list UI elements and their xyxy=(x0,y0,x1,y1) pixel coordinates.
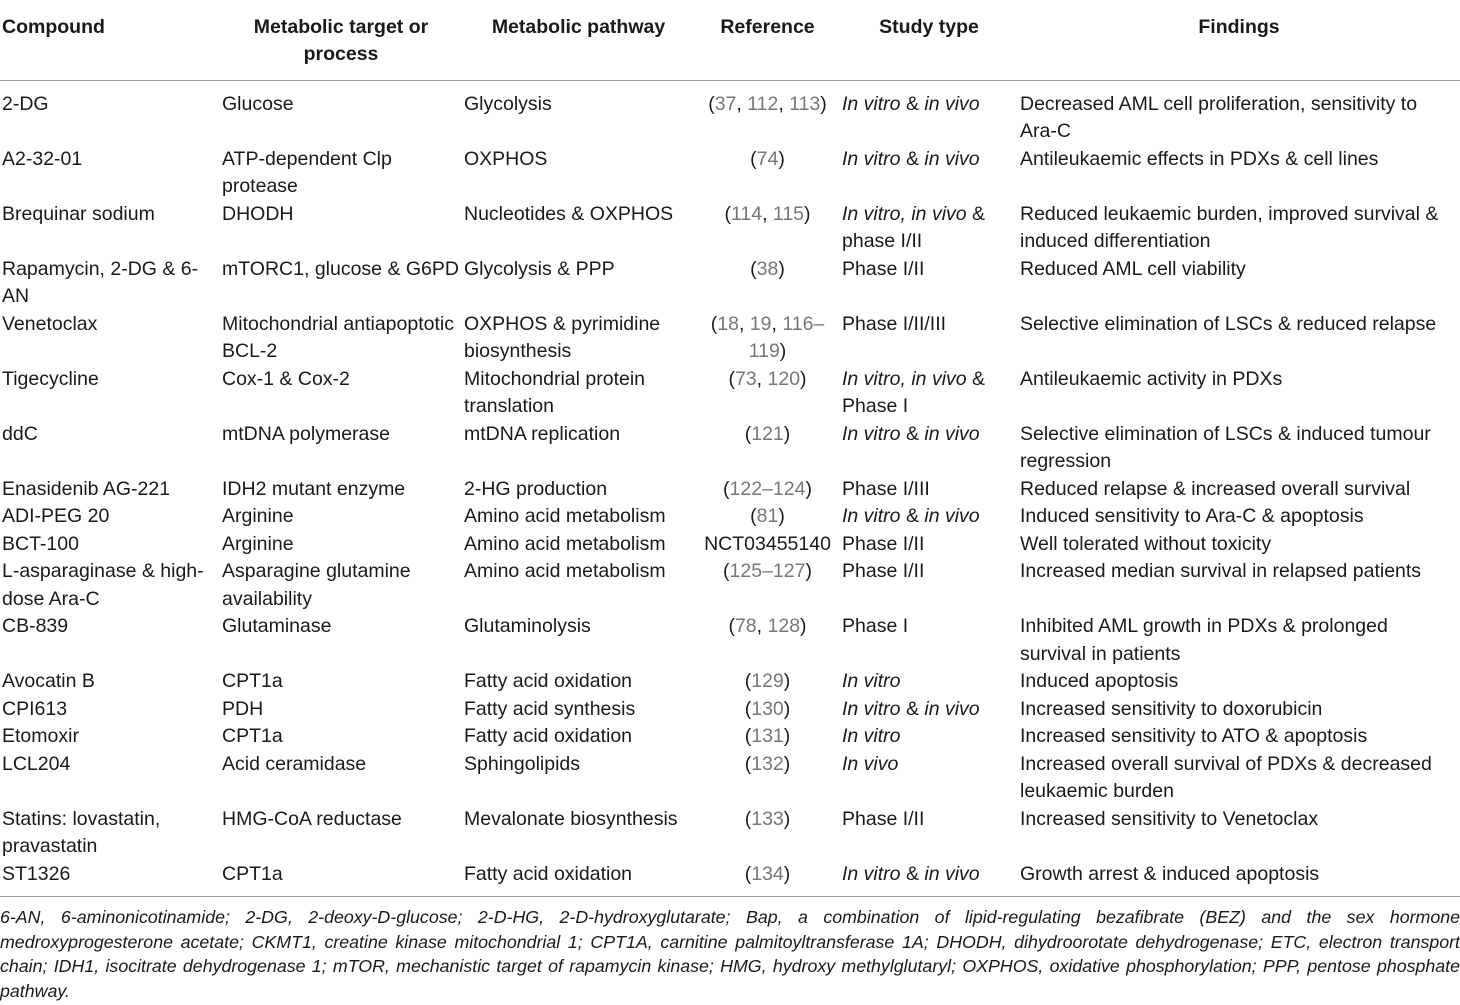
reference-text: ) xyxy=(783,670,791,692)
study-type-cell xyxy=(840,531,1018,559)
reference-text: , xyxy=(756,615,768,637)
study-type-cell xyxy=(840,751,1018,806)
target-cell: Mitochondrial antiapoptotic BCL-2 xyxy=(222,312,454,362)
pathway-cell: Fatty acid oxidation xyxy=(464,670,633,692)
study-type-text: in vivo xyxy=(924,147,980,170)
reference-text: ) xyxy=(783,725,791,747)
table-footnote: 6-AN, 6-aminonicotinamide; 2-DG, 2-deoxy-D-glucose; 2-D-HG, 2-D-hydroxyglutarate; Bap, a combination of lipid-regulating bezafibrate (BEZ) and the sex hormone medroxyprogesterone acetate; CKMT1, creatine kinase mitochondrial 1; CPT1A, carnitine palmitoyltransferase 1A; DHODH, dihydroorotate dehydrogenase; ETC, electron transport chain; IDH1, isocitrate dehydrogenase 1; mTOR, mechanistic target of rapamycin kinase; HMG, hydroxy methylglutaryl; OXPHOS, oxidative phosphorylation; PPP, pentose phosphate pathway. xyxy=(0,896,1460,1003)
reference-link[interactable]: 112 xyxy=(747,92,779,115)
reference-text: ( xyxy=(744,697,752,720)
table-row xyxy=(0,80,1460,146)
pathway-cell: OXPHOS & pyrimidine biosynthesis xyxy=(464,312,661,362)
reference-text: ( xyxy=(708,92,715,115)
findings-cell: Antileukaemic activity in PDXs xyxy=(1020,367,1283,390)
findings-cell: Increased sensitivity to ATO & apoptosis xyxy=(1020,725,1368,747)
reference-text: ) xyxy=(805,477,812,500)
reference-text: ( xyxy=(744,725,752,747)
table-row xyxy=(0,366,1460,421)
reference-cell xyxy=(695,80,840,146)
table-row xyxy=(0,201,1460,256)
reference-cell xyxy=(695,146,840,201)
target-cell: Glutaminase xyxy=(222,615,332,637)
table-row xyxy=(0,531,1460,559)
header-row xyxy=(0,0,1460,80)
pathway-cell: mtDNA replication xyxy=(464,422,621,445)
study-type-text: Phase I/II xyxy=(842,560,925,582)
reference-link[interactable]: 133 xyxy=(751,807,784,830)
findings-cell: Increased overall survival of PDXs & decreased leukaemic burden xyxy=(1020,752,1432,802)
pathway-cell: Mitochondrial protein translation xyxy=(464,367,646,417)
compound-cell: A2-32-01 xyxy=(2,147,83,170)
study-type-text: in vivo xyxy=(924,505,980,527)
findings-cell: Induced apoptosis xyxy=(1020,670,1179,692)
study-type-cell xyxy=(840,613,1018,668)
findings-cell: Increased sensitivity to doxorubicin xyxy=(1020,697,1323,720)
target-cell: Arginine xyxy=(222,505,294,527)
reference-link[interactable]: 130 xyxy=(751,697,784,720)
reference-link[interactable]: 19 xyxy=(749,312,772,335)
reference-link[interactable]: 73 xyxy=(734,367,757,390)
study-type-text: & phase I/II xyxy=(842,202,986,252)
compound-cell: BCT-100 xyxy=(2,532,79,555)
reference-text: ) xyxy=(779,340,787,362)
findings-cell: Selective elimination of LSCs & induced tumour regression xyxy=(1020,422,1431,472)
target-cell: DHODH xyxy=(222,202,294,225)
target-cell: mTORC1, glucose & G6PD xyxy=(222,257,459,280)
study-type-text: In vitro xyxy=(842,505,901,527)
study-type-cell xyxy=(840,558,1018,613)
compound-cell: ADI-PEG 20 xyxy=(2,505,110,527)
pathway-cell: Glycolysis & PPP xyxy=(464,257,615,280)
reference-text: ( xyxy=(724,202,731,225)
reference-text: ( xyxy=(750,257,757,280)
reference-cell xyxy=(695,696,840,724)
reference-link[interactable]: 125–127 xyxy=(729,560,806,582)
findings-cell: Induced sensitivity to Ara-C & apoptosis xyxy=(1020,505,1364,527)
study-type-cell xyxy=(840,201,1018,256)
findings-cell: Decreased AML cell proliferation, sensitivity to Ara-C xyxy=(1020,92,1418,142)
pathway-cell: Glutaminolysis xyxy=(464,615,591,637)
reference-link[interactable]: 122–124 xyxy=(729,477,806,500)
reference-cell xyxy=(695,256,840,311)
header-target: Metabolic target or process xyxy=(253,16,429,65)
reference-cell xyxy=(695,668,840,696)
study-type-cell xyxy=(840,311,1018,366)
reference-cell xyxy=(695,723,840,751)
study-type-text: & xyxy=(900,147,925,170)
study-type-text: in vivo xyxy=(924,862,980,885)
reference-cell xyxy=(695,476,840,504)
compound-cell: CPI613 xyxy=(2,697,68,720)
table-row xyxy=(0,311,1460,366)
study-type-text: Phase I xyxy=(842,615,909,637)
reference-link[interactable]: 120 xyxy=(767,367,801,390)
study-type-text: In vitro xyxy=(842,697,901,720)
reference-cell xyxy=(695,751,840,806)
reference-link[interactable]: 113 xyxy=(789,92,821,115)
study-type-cell xyxy=(840,476,1018,504)
study-type-text: in vivo xyxy=(924,422,980,445)
findings-cell: Antileukaemic effects in PDXs & cell lines xyxy=(1020,147,1379,170)
study-type-text: & xyxy=(900,862,925,885)
pathway-cell: Mevalonate biosynthesis xyxy=(464,807,678,830)
study-type-text: In vitro xyxy=(842,147,901,170)
reference-link[interactable]: 116–119 xyxy=(748,312,825,362)
header-pathway: Metabolic pathway xyxy=(491,16,666,38)
compound-cell: LCL204 xyxy=(2,752,71,775)
compound-cell: Rapamycin, 2-DG & 6-AN xyxy=(2,257,199,307)
study-type-cell xyxy=(840,723,1018,751)
reference-link[interactable]: 78 xyxy=(734,615,757,637)
compound-cell: Etomoxir xyxy=(2,725,79,747)
reference-cell xyxy=(695,366,840,421)
study-type-text: & xyxy=(900,697,925,720)
reference-text: , xyxy=(762,202,773,225)
findings-cell: Well tolerated without toxicity xyxy=(1020,532,1272,555)
study-type-text: in vivo xyxy=(924,697,980,720)
reference-text: , xyxy=(738,312,750,335)
study-type-text: In vitro xyxy=(842,862,901,885)
table-row xyxy=(0,668,1460,696)
reference-text: ) xyxy=(783,807,791,830)
table-row xyxy=(0,613,1460,668)
reference-text: ( xyxy=(744,422,752,445)
reference-text: ) xyxy=(800,367,807,390)
reference-cell xyxy=(695,531,840,559)
reference-text: ) xyxy=(783,752,791,775)
study-type-text: Phase I/II xyxy=(842,257,925,280)
reference-text: ( xyxy=(744,862,752,885)
header-findings: Findings xyxy=(1198,16,1280,38)
reference-text: NCT03455140 xyxy=(704,532,831,555)
compound-cell: L-asparaginase & high-dose Ara-C xyxy=(2,560,204,610)
reference-text: , xyxy=(736,92,748,115)
study-type-text: In vitro, in vivo xyxy=(842,367,967,390)
reference-text: ( xyxy=(728,615,735,637)
compound-cell: Venetoclax xyxy=(2,312,98,335)
study-type-cell xyxy=(840,696,1018,724)
reference-link[interactable]: 38 xyxy=(756,257,779,280)
study-type-text: & xyxy=(900,92,925,115)
reference-text: ) xyxy=(778,505,785,527)
compound-cell: Brequinar sodium xyxy=(2,202,155,225)
study-type-cell xyxy=(840,668,1018,696)
study-type-cell xyxy=(840,80,1018,146)
target-cell: Cox-1 & Cox-2 xyxy=(222,367,350,390)
study-type-cell xyxy=(840,146,1018,201)
table-row xyxy=(0,751,1460,806)
study-type-cell xyxy=(840,366,1018,421)
pathway-cell: Amino acid metabolism xyxy=(464,560,666,582)
table-row xyxy=(0,421,1460,476)
study-type-text: In vitro xyxy=(842,92,901,115)
study-type-text: In vitro, in vivo xyxy=(842,202,967,225)
compound-cell: Enasidenib AG-221 xyxy=(2,477,171,500)
findings-cell: Increased sensitivity to Venetoclax xyxy=(1020,807,1319,830)
target-cell: HMG-CoA reductase xyxy=(222,807,402,830)
target-cell: Glucose xyxy=(222,92,294,115)
reference-link[interactable]: 74 xyxy=(756,147,779,170)
study-type-text: in vivo xyxy=(924,92,980,115)
reference-text: ( xyxy=(744,670,752,692)
reference-text: ( xyxy=(728,367,735,390)
reference-cell xyxy=(695,806,840,861)
study-type-text: In vivo xyxy=(842,752,899,775)
reference-text: , xyxy=(778,92,790,115)
reference-text: ) xyxy=(778,147,785,170)
reference-text: ( xyxy=(750,147,757,170)
compound-cell: ST1326 xyxy=(2,862,71,885)
reference-cell xyxy=(695,421,840,476)
findings-cell: Selective elimination of LSCs & reduced relapse xyxy=(1020,312,1437,335)
header-compound: Compound xyxy=(2,16,105,38)
reference-link[interactable]: 81 xyxy=(756,505,779,527)
reference-text: ( xyxy=(723,560,730,582)
pathway-cell: Fatty acid oxidation xyxy=(464,725,633,747)
pathway-cell: 2-HG production xyxy=(464,477,608,500)
reference-cell xyxy=(695,861,840,889)
reference-text: ( xyxy=(710,312,718,335)
pathway-cell: OXPHOS xyxy=(464,147,548,170)
study-type-text: Phase I/II xyxy=(842,532,925,555)
pathway-cell: Nucleotides & OXPHOS xyxy=(464,202,674,225)
pathway-cell: Sphingolipids xyxy=(464,752,581,775)
reference-text: ( xyxy=(744,807,752,830)
header-study-type: Study type xyxy=(879,16,979,38)
reference-text: ) xyxy=(783,697,791,720)
table-row xyxy=(0,861,1460,889)
reference-cell xyxy=(695,201,840,256)
study-type-cell xyxy=(840,861,1018,889)
reference-link[interactable]: 128 xyxy=(767,615,801,637)
pathway-cell: Glycolysis xyxy=(464,92,552,115)
compound-cell: 2-DG xyxy=(2,92,49,115)
reference-text: ( xyxy=(750,505,757,527)
compound-cell: Tigecycline xyxy=(2,367,99,390)
compound-cell: Avocatin B xyxy=(2,670,95,692)
reference-text: ) xyxy=(783,862,791,885)
reference-cell xyxy=(695,311,840,366)
findings-cell: Reduced leukaemic burden, improved survival & induced differentiation xyxy=(1020,202,1439,252)
pathway-cell: Amino acid metabolism xyxy=(464,505,666,527)
study-type-text: In vitro xyxy=(842,422,901,445)
reference-text: , xyxy=(771,312,783,335)
findings-cell: Increased median survival in relapsed patients xyxy=(1020,560,1422,582)
reference-cell xyxy=(695,503,840,531)
pathway-cell: Fatty acid synthesis xyxy=(464,697,636,720)
compound-cell: Statins: lovastatin, pravastatin xyxy=(2,807,161,857)
reference-cell xyxy=(695,613,840,668)
table-row xyxy=(0,806,1460,861)
study-type-text: In vitro xyxy=(842,725,901,747)
reference-link[interactable]: 115 xyxy=(772,202,805,225)
study-type-cell xyxy=(840,256,1018,311)
reference-text: ) xyxy=(783,422,791,445)
study-type-cell xyxy=(840,421,1018,476)
target-cell: mtDNA polymerase xyxy=(222,422,390,445)
study-type-text: & Phase I xyxy=(842,367,986,417)
target-cell: CPT1a xyxy=(222,725,283,747)
reference-text: ( xyxy=(723,477,730,500)
study-type-text: In vitro xyxy=(842,670,901,692)
findings-cell: Reduced relapse & increased overall survival xyxy=(1020,477,1411,500)
reference-text: ) xyxy=(804,202,811,225)
reference-text: , xyxy=(756,367,768,390)
table-header xyxy=(0,0,1460,80)
reference-text: ) xyxy=(820,92,827,115)
header-reference: Reference xyxy=(720,16,815,38)
pathway-cell: Amino acid metabolism xyxy=(464,532,666,555)
reference-link[interactable]: 37 xyxy=(714,92,737,115)
target-cell: CPT1a xyxy=(222,670,283,692)
table-row xyxy=(0,696,1460,724)
reference-text: ) xyxy=(800,615,807,637)
target-cell: CPT1a xyxy=(222,862,283,885)
reference-text: ) xyxy=(778,257,785,280)
reference-link[interactable]: 114 xyxy=(730,202,763,225)
reference-link[interactable]: 121 xyxy=(751,422,784,445)
study-type-text: Phase I/II/III xyxy=(842,312,947,335)
reference-link[interactable]: 129 xyxy=(751,670,784,692)
target-cell: ATP-dependent Clp protease xyxy=(222,147,392,197)
target-cell: PDH xyxy=(222,697,264,720)
table-row xyxy=(0,476,1460,504)
compound-cell: ddC xyxy=(2,422,38,445)
study-type-text: & xyxy=(900,505,925,527)
study-type-text: Phase I/II xyxy=(842,807,925,830)
target-cell: Arginine xyxy=(222,532,294,555)
target-cell: Acid ceramidase xyxy=(222,752,367,775)
table-body xyxy=(0,80,1460,888)
reference-link[interactable]: 132 xyxy=(751,752,784,775)
findings-cell: Growth arrest & induced apoptosis xyxy=(1020,862,1320,885)
target-cell: IDH2 mutant enzyme xyxy=(222,477,406,500)
compound-cell: CB-839 xyxy=(2,615,69,637)
study-type-text: Phase I/III xyxy=(842,477,930,500)
reference-cell xyxy=(695,558,840,613)
reference-link[interactable]: 134 xyxy=(751,862,784,885)
target-cell: Asparagine glutamine availability xyxy=(222,560,411,610)
table-row xyxy=(0,558,1460,613)
table-row xyxy=(0,146,1460,201)
reference-text: ( xyxy=(744,752,752,775)
table-row xyxy=(0,503,1460,531)
pathway-cell: Fatty acid oxidation xyxy=(464,862,633,885)
reference-link[interactable]: 18 xyxy=(717,312,739,335)
study-type-cell xyxy=(840,503,1018,531)
findings-cell: Inhibited AML growth in PDXs & prolonged survival in patients xyxy=(1020,615,1388,665)
reference-link[interactable]: 131 xyxy=(751,725,784,747)
study-type-text: & xyxy=(900,422,925,445)
study-type-cell xyxy=(840,806,1018,861)
table-row xyxy=(0,256,1460,311)
table-row xyxy=(0,723,1460,751)
findings-cell: Reduced AML cell viability xyxy=(1020,257,1246,280)
reference-text: ) xyxy=(805,560,812,582)
